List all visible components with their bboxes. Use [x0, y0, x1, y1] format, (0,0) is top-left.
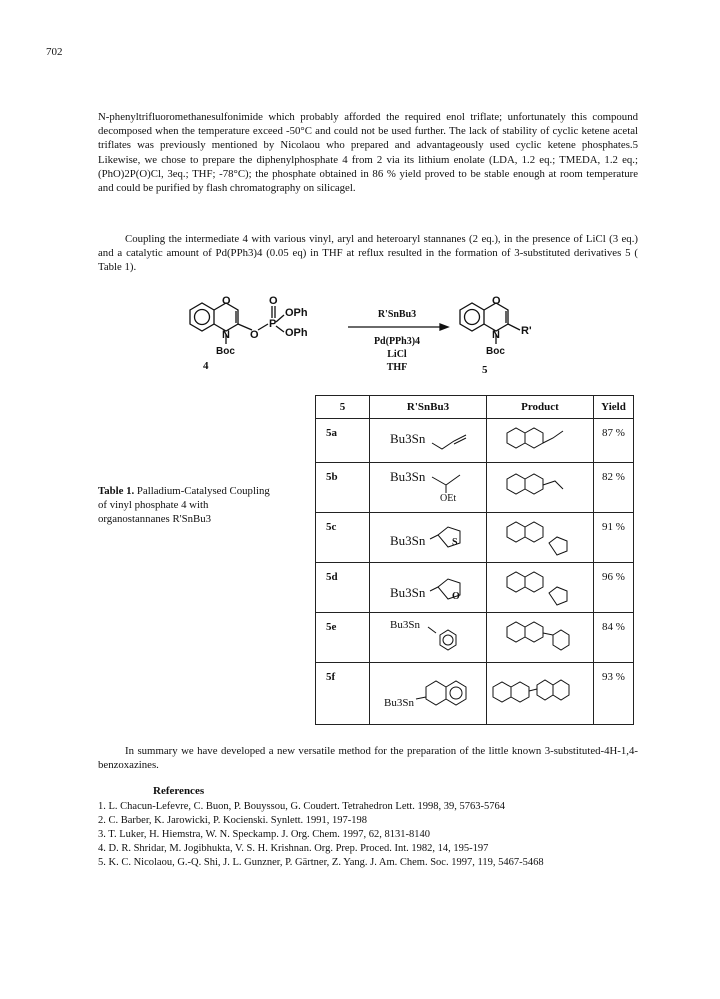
references-list: [98, 800, 658, 870]
paragraph-summary: In summary we have developed a new versatile method for the preparation of the little known 3-substituted-4H-1,4-benzoxazines.: [98, 745, 638, 772]
table-caption-label: Table 1.: [98, 485, 135, 497]
scheme-r-prime: R': [521, 325, 532, 337]
entry-5b: 5b: [316, 463, 370, 513]
yield-5b: 82 %: [594, 463, 634, 513]
product-5d: [487, 563, 594, 613]
stannane-5a: [370, 419, 487, 463]
reagent-licl: LiCl: [387, 349, 407, 360]
reference-item: 4. D. R. Shridar, M. Jogibhukta, V. S. H. Krishnan. Org. Prep. Proced. Int. 1982, 14, 195-197: [98, 843, 489, 854]
entry-5d: 5d: [316, 563, 370, 613]
compound-4-label: 4: [203, 360, 209, 372]
product-5f-structure: [487, 663, 593, 721]
reference-item: 3. T. Luker, H. Hiemstra, W. N. Speckamp. J. Org. Chem. 1997, 62, 8131-8140: [98, 829, 431, 840]
product-5b: [487, 463, 594, 513]
product-5c-structure: [487, 513, 593, 559]
table-row: [316, 419, 634, 463]
product-5e: [487, 613, 594, 663]
scheme-boc-reactant: Boc: [216, 346, 235, 357]
paragraph-coupling: Coupling the intermediate 4 with various vinyl, aryl and heteroaryl stannanes (2 eq.), in the presence of LiCl (3 eq.) and a catalytic amount of Pd(PPh3)4 (0.05 eq) in THF at reflux resulted in the formation of 3-substituted derivatives 5 ( Table 1).: [98, 233, 638, 274]
scheme-atom-p: P: [269, 318, 277, 330]
stannane-5d-structure: [370, 563, 486, 609]
page-number: 702: [46, 46, 63, 58]
reaction-scheme: [0, 282, 720, 382]
stannane-5d-oxygen: O: [452, 591, 460, 602]
reference-item: 1. L. Chacun-Lefevre, C. Buon, P. Bouyssou, G. Coudert. Tetrahedron Lett. 1998, 39, 5763-5764: [98, 801, 506, 812]
table-row: [316, 663, 634, 725]
stannane-5f: [370, 663, 487, 725]
stannane-5a-structure: [370, 419, 486, 459]
reagent-catalyst: Pd(PPh3)4: [373, 336, 421, 347]
product-5a-structure: [487, 419, 593, 459]
stannane-5b-structure: [370, 463, 486, 509]
entry-5e: 5e: [316, 613, 370, 663]
stannane-5d: [370, 563, 487, 613]
product-5f: [487, 663, 594, 725]
yield-5e: 84 %: [594, 613, 634, 663]
product-5d-structure: [487, 563, 593, 609]
entry-5f: 5f: [316, 663, 370, 725]
col-header-stannane: R'SnBu3: [370, 396, 487, 419]
scheme-phosphoryl-o: O: [269, 295, 278, 307]
stannane-5e-label: Bu3Sn: [390, 619, 420, 631]
scheme-oph-2: OPh: [285, 327, 308, 339]
table-caption: [98, 484, 276, 526]
scheme-product-n: N: [492, 329, 500, 341]
entry-5a: 5a: [316, 419, 370, 463]
product-5b-structure: [487, 463, 593, 509]
table-header-row: [316, 396, 634, 419]
paragraph-intro: N-phenyltrifluoromethanesulfonimide which probably afforded the required enol triflate; unfortunately this compound decomposed when the temperature exceed -50°C and could not be used further. The lack of stability of cyclic ketene acetal triflates was previously mentioned by Nicolaou who prepared and advantageously used cyclic ketene phosphates.5 Likewise, we chose to prepare the diphenylphosphate 4 from 2 via its lithium enolate (LDA, 1.2 eq.; TMEDA, 1.2 eq.; (PhO)2P(O)Cl, 3eq.; THF; -78°C); the phosphate obtained in 86 % yield proved to be stable enough at room temperature and could be purified by flash chromatography on silicagel.: [98, 111, 638, 195]
table-row: [316, 463, 634, 513]
scheme-product-o: O: [492, 295, 501, 307]
table-row: [316, 613, 634, 663]
scheme-ether-o: O: [250, 329, 259, 341]
compound-5-label: 5: [482, 364, 488, 376]
yield-5a: 87 %: [594, 419, 634, 463]
reference-item: 5. K. C. Nicolaou, G.-Q. Shi, J. L. Gunzner, P. Gärtner, Z. Yang. J. Am. Chem. Soc. 1997, 119, 5467-5468: [98, 857, 544, 868]
product-5a: [487, 419, 594, 463]
scheme-atom-o: O: [222, 295, 231, 307]
reagent-stannane: R'SnBu3: [377, 309, 417, 320]
scheme-atom-n: N: [222, 329, 230, 341]
stannane-5c-sulfur: S: [452, 537, 458, 548]
stannane-5a-label: Bu3Sn: [390, 431, 426, 446]
stannane-5e-structure: [370, 613, 486, 659]
results-table: [315, 395, 634, 725]
scheme-boc-product: Boc: [486, 346, 505, 357]
stannane-5d-label: Bu3Sn: [390, 585, 426, 600]
entry-5c: 5c: [316, 513, 370, 563]
product-5c: [487, 513, 594, 563]
product-5e-structure: [487, 613, 593, 659]
stannane-5f-structure: [370, 663, 486, 721]
stannane-5c: [370, 513, 487, 563]
yield-5d: 96 %: [594, 563, 634, 613]
scheme-oph-1: OPh: [285, 307, 308, 319]
stannane-5f-label: Bu3Sn: [384, 697, 414, 709]
reference-item: 2. C. Barber, K. Jarowicki, P. Kocienski. Synlett. 1991, 197-198: [98, 815, 368, 826]
stannane-5c-structure: [370, 513, 486, 559]
table-row: [316, 513, 634, 563]
col-header-yield: Yield: [594, 396, 634, 419]
yield-5c: 91 %: [594, 513, 634, 563]
yield-5f: 93 %: [594, 663, 634, 725]
stannane-5b-label: Bu3Sn: [390, 469, 426, 484]
stannane-5c-label: Bu3Sn: [390, 533, 426, 548]
col-header-entry: 5: [316, 396, 370, 419]
stannane-5b-oet: OEt: [440, 493, 457, 504]
col-header-product: Product: [487, 396, 594, 419]
stannane-5b: [370, 463, 487, 513]
references-heading: References: [153, 785, 205, 797]
table-caption-text: Palladium-Catalysed Coupling of vinyl phosphate 4 with organostannanes R'SnBu3: [98, 485, 270, 525]
table-row: [316, 563, 634, 613]
reagent-thf: THF: [386, 362, 408, 373]
stannane-5e: [370, 613, 487, 663]
